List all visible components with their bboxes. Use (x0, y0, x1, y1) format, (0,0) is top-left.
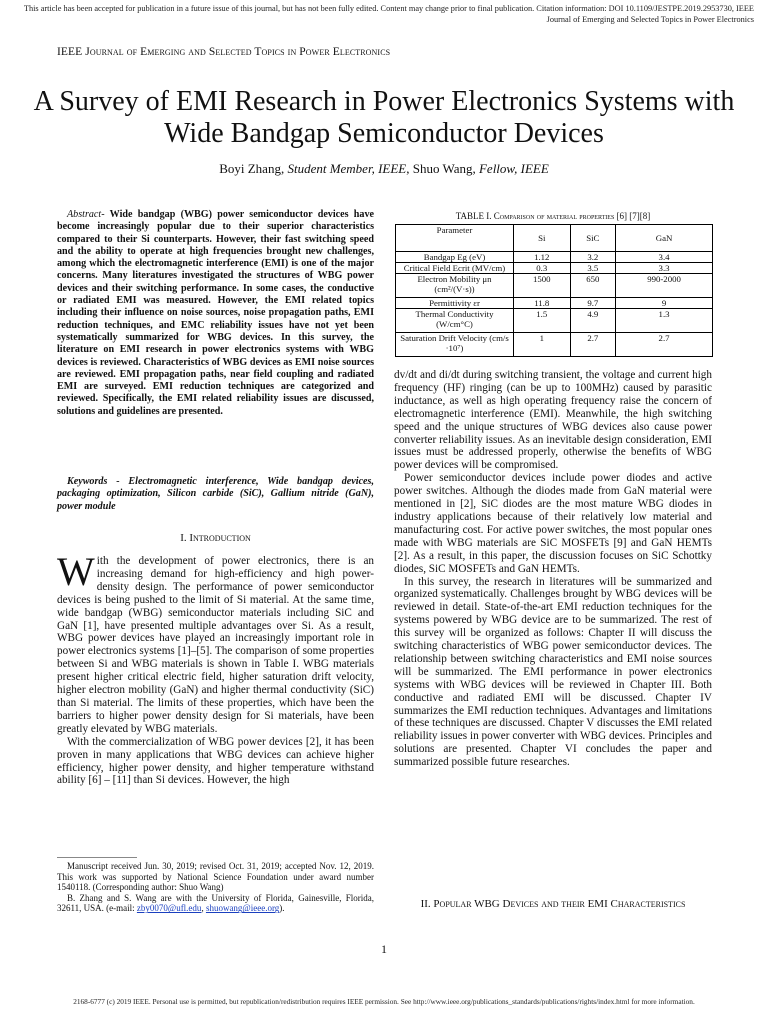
table-row (396, 309, 713, 333)
table-cell: 9.7 (570, 298, 616, 309)
footnote-manuscript: Manuscript received Jun. 30, 2019; revised Oct. 31, 2019; accepted Nov. 12, 2019. This work was supported by National Science Foundation under award number 1540118. (Corresponding author: Shuo Wang) (57, 861, 374, 893)
abstract-label: Abstract- (67, 209, 105, 220)
email-separator: , (201, 903, 206, 914)
table-cell: 3.5 (570, 263, 616, 274)
paper-title: A Survey of EMI Research in Power Electronics Systems with Wide Bandgap Semiconductor Devices (33, 86, 735, 149)
table-caption-number: TABLE I. (455, 211, 494, 221)
table-cell: Bandgap Eg (eV) (396, 252, 514, 263)
intro-paragraph-text: ith the development of power electronics, there is an increasing demand for high-efficiency and high power-density design. The performance of power semiconductor devices is being pushed to the limit of Si material. At the same time, wide bandgap (WBG) semiconductor materials including SiC and GaN [1], have presented multiple advantages over Si. As a result, WBG power devices have played an increasingly important role in power electronics systems [1]–[5]. The comparison of some properties between Si and WBG materials is shown in Table I. WBG materials present higher critical electric field, higher saturation drift velocity, higher electron mobility (GaN) and higher thermal conductivity (SiC) than Si material. The limits of these properties, which have been the barriers to higher power density design for Si materials, have been greatly elevated by WBG materials. (57, 555, 374, 735)
abstract-text: Wide bandgap (WBG) power semiconductor devices have become increasingly popular due to their superior characteristics compared to their Si counterparts. However, their fast switching speed and the ability to operate at high frequencies brought new challenges, among which the electromagnetic interference (EMI) is one of the major concerns. Many literatures investigated the structures of WBG power devices and their switching performance. In some cases, the conductive or radiated EMI was measured. However, the EMI related topics including their influence on noise sources, noise propagation paths, EMI reduction techniques, and EMC reliability issues have not yet been systematically summarized for WBG devices. In this survey, the literature on EMI research in power electronics systems with WBG devices is reviewed. Characteristics of WBG devices as EMI noise sources are reviewed. EMI propagation paths, near field coupling and radiated EMI are surveyed. EMI reduction techniques are categorized and reviewed. Specifically, the EMI related reliability issues are discussed, solutions and guidelines are presented. (57, 209, 374, 417)
footnote (57, 861, 374, 914)
table-row (396, 298, 713, 309)
table-cell: Permittivity εr (396, 298, 514, 309)
table-cell: Saturation Drift Velocity (cm/s ·10⁷) (396, 333, 514, 357)
section-heading-introduction: I. Introduction (180, 532, 251, 544)
abstract (57, 209, 374, 418)
page-number: 1 (381, 942, 387, 956)
copyright-notice: 2168-6777 (c) 2019 IEEE. Personal use is permitted, but republication/redistribution requires IEEE permission. See http://www.ieee.org/publications_standards/publications/rights/index.html for more information. (73, 997, 695, 1006)
table-cell: 0.3 (514, 263, 571, 274)
table-cell: 11.8 (514, 298, 571, 309)
table-row (396, 252, 713, 263)
table-cell: 1.12 (514, 252, 571, 263)
table-header-cell: Si (514, 225, 571, 252)
table-header-cell: GaN (616, 225, 713, 252)
body-paragraph: dv/dt and di/dt during switching transient, the voltage and current high frequency (HF) ringing (can be up to 100MHz) caused by parasitic inductance, as well as high operating frequency raise the concern of electromagnetic interference (EMI). Meanwhile, the high switching speed and the unique structures of WBG devices also cause power converter reliability issues. As an inevitable design consideration, EMI issues must be addressed properly, otherwise the benefits of WBG power devices will be compromised. (394, 369, 712, 472)
body-paragraph: In this survey, the research in literatures will be summarized and organized systematically. Challenges brought by WBG devices will be reviewed in detail. State-of-the-art EMI reduction techniques for the systems powered by WBG device are to be summarized. The rest of this survey will be organized as follows: Chapter II will discuss the switching characteristics of WBG power semiconductor devices. The relationship between switching characteristics and EMI noise sources will be summarized. The EMI performance in power electronics systems with WBG devices will be reviewed in Chapter III. Both conductive and radiated EMI will be discussed. Chapter IV summarizes the EMI reduction techniques. Advantages and limitations of these techniques are discussed. Chapter V discusses the EMI related reliability issues in power converter with WBG devices. Principles and solutions are presented. Chapter VI concludes the paper and summarized possible future researches. (394, 575, 712, 769)
table-cell: 3.2 (570, 252, 616, 263)
section-heading-wbg-devices: II. Popular WBG Devices and their EMI Characteristics (420, 898, 686, 910)
email-link[interactable]: zby0070@ufl.edu (136, 903, 202, 914)
author-line (20, 161, 748, 177)
table-caption (394, 211, 712, 221)
affiliation-close: ). (279, 903, 285, 914)
author-name: Boyi Zhang, (219, 161, 288, 176)
drop-cap: W (57, 549, 95, 594)
author-name: , Shuo Wang, (406, 161, 479, 176)
footnote-affiliation (57, 893, 374, 914)
material-properties-table (395, 224, 713, 357)
table-header-cell: Parameter (396, 225, 514, 252)
table-caption-text: Comparison of material properties [6] [7][8] (493, 211, 651, 221)
journal-header: IEEE Journal of Emerging and Selected Topics in Power Electronics (57, 46, 391, 58)
table-cell: 2.7 (570, 333, 616, 357)
intro-paragraph: With the commercialization of WBG power devices [2], it has been proven in many applications that WBG devices can achieve higher efficiency, higher power density, and higher temperature withstand ability [6] – [11] than Si devices. However, the high (57, 735, 374, 787)
table-cell: Thermal Conductivity (W/cm°C) (396, 309, 514, 333)
table-header-row (396, 225, 713, 252)
author-role: Fellow, IEEE (478, 161, 549, 176)
email-link[interactable]: shuowang@ieee.org (205, 903, 280, 914)
table-cell: 9 (616, 298, 713, 309)
affiliation-text: B. Zhang and S. Wang are with the University of Florida, Gainesville, Florida, 32611, USA. (e-mail: (57, 892, 374, 914)
accepted-article-notice: This article has been accepted for publication in a future issue of this journal, but has not been fully edited. Content may change prior to final publication. Citation information: DOI 10.1109/JESTPE.2019.2953730, IEEE Journal of Emerging and Selected Topics in Power Electronics (23, 4, 754, 24)
table-cell: 650 (570, 274, 616, 298)
table-cell: 1.3 (616, 309, 713, 333)
intro-paragraph (57, 549, 374, 736)
footnote-divider (57, 857, 137, 858)
table-cell: 3.3 (616, 263, 713, 274)
table-row (396, 274, 713, 298)
introduction-body (57, 549, 374, 787)
table-cell: 2.7 (616, 333, 713, 357)
table-cell: 1.5 (514, 309, 571, 333)
table-row (396, 263, 713, 274)
table-cell: Critical Field Ecrit (MV/cm) (396, 263, 514, 274)
table-cell: 990-2000 (616, 274, 713, 298)
table-cell: 1500 (514, 274, 571, 298)
table-cell: 3.4 (616, 252, 713, 263)
table-cell: 4.9 (570, 309, 616, 333)
keywords: Keywords - Electromagnetic interference, Wide bandgap devices, packaging optimization, Silicon carbide (SiC), Gallium nitride (GaN), power module (57, 476, 374, 512)
table-cell: 1 (514, 333, 571, 357)
author-role: Student Member, IEEE (287, 161, 407, 176)
table-row (396, 333, 713, 357)
table-cell: Electron Mobility μn (cm²/(V·s)) (396, 274, 514, 298)
table-header-cell: SiC (570, 225, 616, 252)
right-column-body (394, 369, 712, 769)
body-paragraph: Power semiconductor devices include power diodes and active power switches. Although the diodes made from GaN material were mentioned in [2], SiC diodes are the most mature WBG diodes in industry applications because of their relatively low material and manufacturing cost. For active power switches, the most popular ones made with WBG materials are SiC MOSFETs [9] and GaN HEMTs [2]. As a result, in this paper, the discussion focuses on SiC Schottky diodes, SiC MOSFETs and GaN HEMTs. (394, 472, 712, 575)
